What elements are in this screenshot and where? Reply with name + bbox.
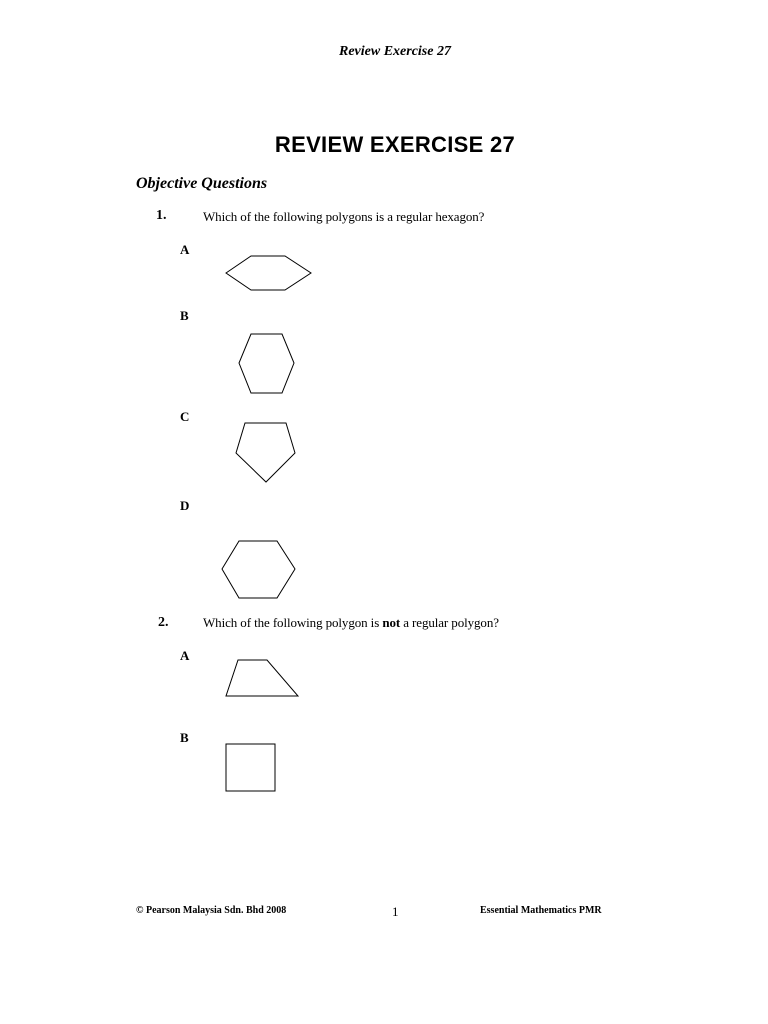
elongated-hexagon-figure [225, 255, 313, 293]
question-2-option-b-letter: B [180, 730, 189, 745]
question-2-text-after: a regular polygon? [400, 615, 499, 630]
footer-book-title: Essential Mathematics PMR [480, 905, 602, 916]
question-2-text-before: Which of the following polygon is [203, 615, 383, 630]
trapezium-figure [225, 659, 301, 699]
page-title: REVIEW EXERCISE 27 [274, 132, 516, 157]
regular-pentagon-figure [235, 422, 297, 484]
running-head: Review Exercise 27 [339, 44, 451, 59]
narrow-hexagon-figure [238, 333, 296, 395]
question-1-text: Which of the following polygons is a regular hexagon? [203, 209, 485, 224]
section-heading: Objective Questions [136, 175, 268, 192]
square-figure [225, 743, 277, 793]
footer-copyright: © Pearson Malaysia Sdn. Bhd 2008 [136, 905, 287, 916]
question-1-option-c-letter: C [180, 409, 190, 424]
question-2-number: 2. [158, 615, 169, 630]
question-1-option-a-letter: A [180, 242, 190, 257]
question-1-option-d-letter: D [180, 498, 190, 513]
question-2-text [203, 615, 499, 631]
question-2-option-a-letter: A [180, 648, 190, 663]
question-1-number: 1. [156, 208, 167, 223]
footer-page-number: 1 [392, 904, 399, 919]
question-2-text-emphasis: not [382, 615, 401, 630]
question-1-option-b-letter: B [180, 308, 189, 323]
regular-hexagon-figure [221, 540, 297, 600]
